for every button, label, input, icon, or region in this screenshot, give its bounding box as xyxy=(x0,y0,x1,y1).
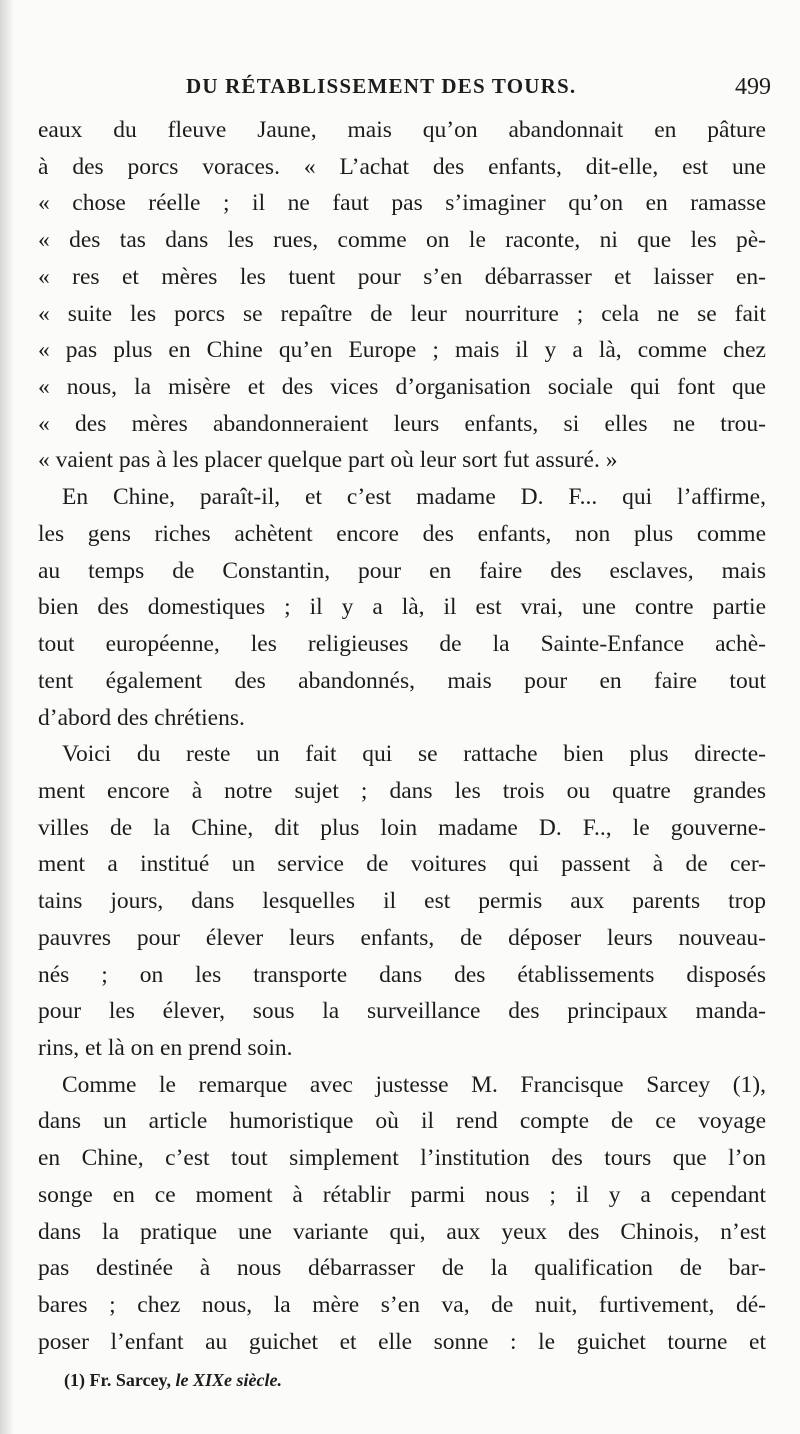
text-line: « nous, la misère et des vices d’organisation sociale qui font que xyxy=(38,374,766,401)
text-line: ment a institué un service de voitures qui passent à de cer- xyxy=(38,851,766,878)
text-line: tains jours, dans lesquelles il est permis aux parents trop xyxy=(38,888,766,915)
text-line: pas destinée à nous débarrasser de la qualification de bar- xyxy=(38,1255,766,1282)
footnote-marker: (1) xyxy=(64,1370,85,1390)
text-line: nés ; on les transporte dans des établissements disposés xyxy=(38,961,766,988)
text-line: dans un article humoristique où il rend compte de ce voyage xyxy=(38,1108,766,1135)
text-line: tent également des abandonnés, mais pour en faire tout xyxy=(38,667,766,694)
text-line: tout européenne, les religieuses de la Sainte-Enfance achè- xyxy=(38,631,766,658)
gutter-shadow xyxy=(0,0,14,1434)
text-line: à des porcs voraces. « L’achat des enfants, dit-elle, est une xyxy=(38,153,766,180)
text-line: villes de la Chine, dit plus loin madame D. F.., le gouverne- xyxy=(38,814,766,841)
text-line: rins, et là on en prend soin. xyxy=(38,1034,293,1061)
text-line: d’abord des chrétiens. xyxy=(38,704,245,731)
footnote-author: Fr. Sarcey, xyxy=(89,1370,171,1390)
text-line: ment encore à notre sujet ; dans les trois ou quatre grandes xyxy=(38,777,766,804)
text-line: « suite les porcs se repaître de leur nourriture ; cela ne se fait xyxy=(38,300,766,327)
text-line: les gens riches achètent encore des enfants, non plus comme xyxy=(38,520,766,547)
text-line: « des tas dans les rues, comme on le raconte, ni que les pè- xyxy=(38,227,766,254)
text-line: eaux du fleuve Jaune, mais qu’on abandonnait en pâture xyxy=(38,117,766,143)
running-title: DU RÉTABLISSEMENT DES TOURS. xyxy=(186,74,577,98)
text-line: en Chine, c’est tout simplement l’institution des tours que l’on xyxy=(38,1145,766,1172)
text-line: dans la pratique une variante qui, aux yeux des Chinois, n’est xyxy=(38,1218,766,1245)
page-number: 499 xyxy=(735,74,771,100)
text-line: « res et mères les tuent pour s’en débarrasser et laisser en- xyxy=(38,263,766,290)
paragraph-first-line: En Chine, paraît-il, et c’est madame D. F... qui l’affirme, xyxy=(62,484,766,511)
paragraph-first-line: Voici du reste un fait qui se rattache bien plus directe- xyxy=(62,741,766,768)
text-line: pour les élever, sous la surveillance des principaux manda- xyxy=(38,998,766,1025)
text-line: au temps de Constantin, pour en faire des esclaves, mais xyxy=(38,557,766,584)
text-line: songe en ce moment à rétablir parmi nous ; il y a cependant xyxy=(38,1181,766,1208)
paragraph-first-line: Comme le remarque avec justesse M. Francisque Sarcey (1), xyxy=(62,1071,766,1098)
text-line: poser l’enfant au guichet et elle sonne : le guichet tourne et xyxy=(38,1328,766,1355)
footnote-work-title: le XIXe siècle. xyxy=(175,1370,282,1390)
body-text xyxy=(38,112,766,1360)
text-line: bares ; chez nous, la mère s’en va, de nuit, furtivement, dé- xyxy=(38,1292,766,1318)
text-line: bien des domestiques ; il y a là, il est vrai, une contre partie xyxy=(38,594,766,621)
text-line: « pas plus en Chine qu’en Europe ; mais il y a là, comme chez xyxy=(38,337,766,364)
footnote xyxy=(64,1370,282,1391)
text-line: « vaient pas à les placer quelque part où leur sort fut assuré. » xyxy=(38,447,618,474)
text-line: pauvres pour élever leurs enfants, de déposer leurs nouveau- xyxy=(38,924,766,951)
text-line: « chose réelle ; il ne faut pas s’imaginer qu’on en ramasse xyxy=(38,190,766,217)
text-line: « des mères abandonneraient leurs enfants, si elles ne trou- xyxy=(38,410,766,437)
page-header xyxy=(186,74,771,108)
